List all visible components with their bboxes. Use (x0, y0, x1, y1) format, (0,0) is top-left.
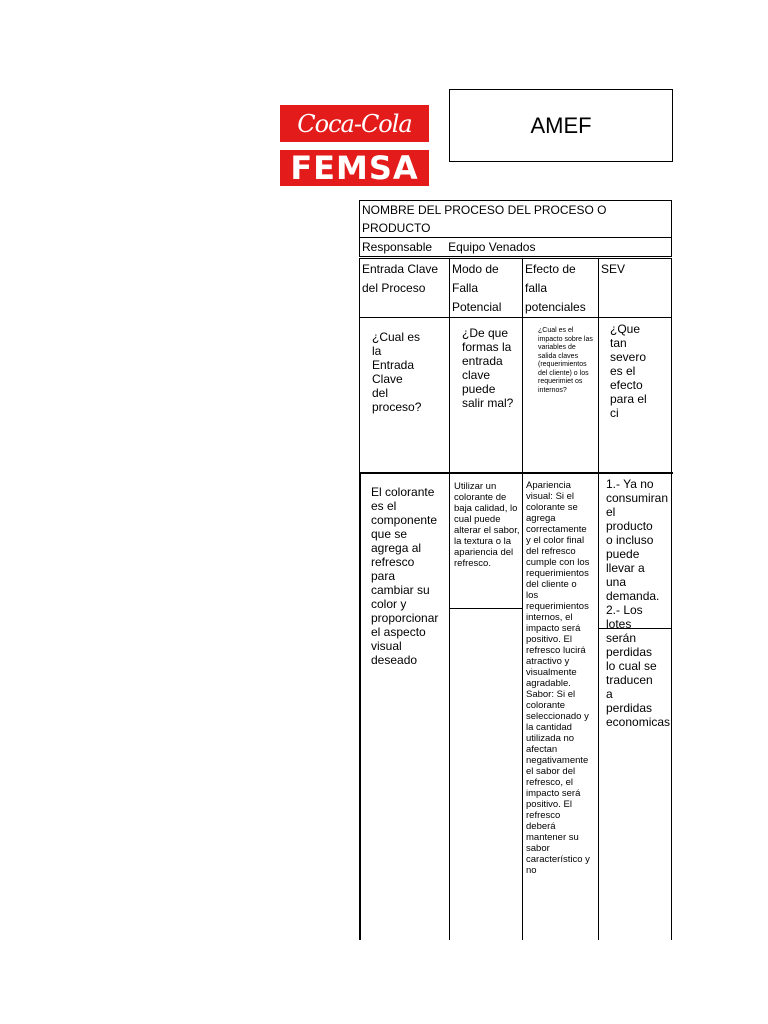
column-divider-2 (522, 472, 523, 940)
question-entrada-clave (359, 317, 450, 474)
responsable-cell (360, 238, 672, 257)
process-info-table (359, 200, 672, 257)
severity-description: 1.- Ya no consumiran el producto o incluso puede llevar a una demanda. 2.- Los lotes serán perdidas lo cual se traducen a perdidas economicas (606, 477, 671, 729)
failure-effect-description: Apariencia visual: Si el colorante se agrega correctamente y el color final del refresco cumple con los requerimientos del cliente o los requerimientos internos, el impacto será positivo. El refresco lucirá atractivo y visualmente agradable. Sabor: Si el colorante seleccionado y la cantidad utilizada no afectan negativamente el sabor del refresco, el impacto será positivo. El refresco deberá mantener su sabor característico y no (526, 480, 590, 876)
row-top-border (359, 472, 673, 474)
question-efecto-falla-text: ¿Cual es el impacto sobre las variables de salida claves (requerimientos del cliente) o los requerimiet os internos? (538, 327, 593, 394)
modo-falla-cell-bottom (449, 608, 523, 609)
header-entrada-clave-text: Entrada Clave del Proceso (362, 262, 439, 295)
question-sev-text: ¿Que tan severo es el efecto para el ci (610, 322, 647, 420)
header-efecto-falla (522, 258, 599, 318)
question-modo-falla-text: ¿De que formas la entrada clave puede salir mal? (462, 326, 514, 410)
process-name-label: NOMBRE DEL PROCESO DEL PROCESO O PRODUCTO (360, 201, 672, 238)
responsable-value: Equipo Venados (448, 240, 536, 254)
failure-mode-description: Utilizar un colorante de baja calidad, lo cual puede alterar el sabor, la textura o la apariencia del refresco. (454, 481, 520, 569)
question-sev (598, 317, 672, 474)
header-sev (598, 258, 672, 318)
document-title-box (449, 89, 673, 162)
coca-cola-logo-text: Coca-Cola (297, 109, 412, 138)
question-entrada-clave-text: ¿Cual es la Entrada Clave del proceso? (372, 330, 422, 414)
question-efecto-falla (522, 317, 599, 474)
responsable-row (360, 238, 672, 257)
input-description: El colorante es el componente que se agrega al refresco para cambiar su color y proporcionar el aspecto visual deseado (371, 485, 439, 667)
header-efecto-falla-text: Efecto de falla potenciales (525, 262, 586, 314)
column-divider-1 (449, 472, 450, 940)
column-right-border (671, 472, 672, 940)
column-left-border (359, 472, 361, 940)
header-sev-text: SEV (601, 262, 626, 276)
coca-cola-logo (280, 105, 429, 142)
column-divider-3 (598, 472, 599, 940)
header-modo-falla-text: Modo de Falla Potencial (452, 262, 502, 314)
femsa-logo-text: FEMSA (290, 149, 419, 187)
process-name-row (360, 201, 672, 238)
femsa-logo (280, 150, 429, 186)
question-modo-falla (449, 317, 523, 474)
header-modo-falla (449, 258, 523, 318)
document-title: AMEF (530, 112, 592, 138)
header-entrada-clave (359, 258, 450, 318)
responsable-label: Responsable (362, 240, 433, 254)
